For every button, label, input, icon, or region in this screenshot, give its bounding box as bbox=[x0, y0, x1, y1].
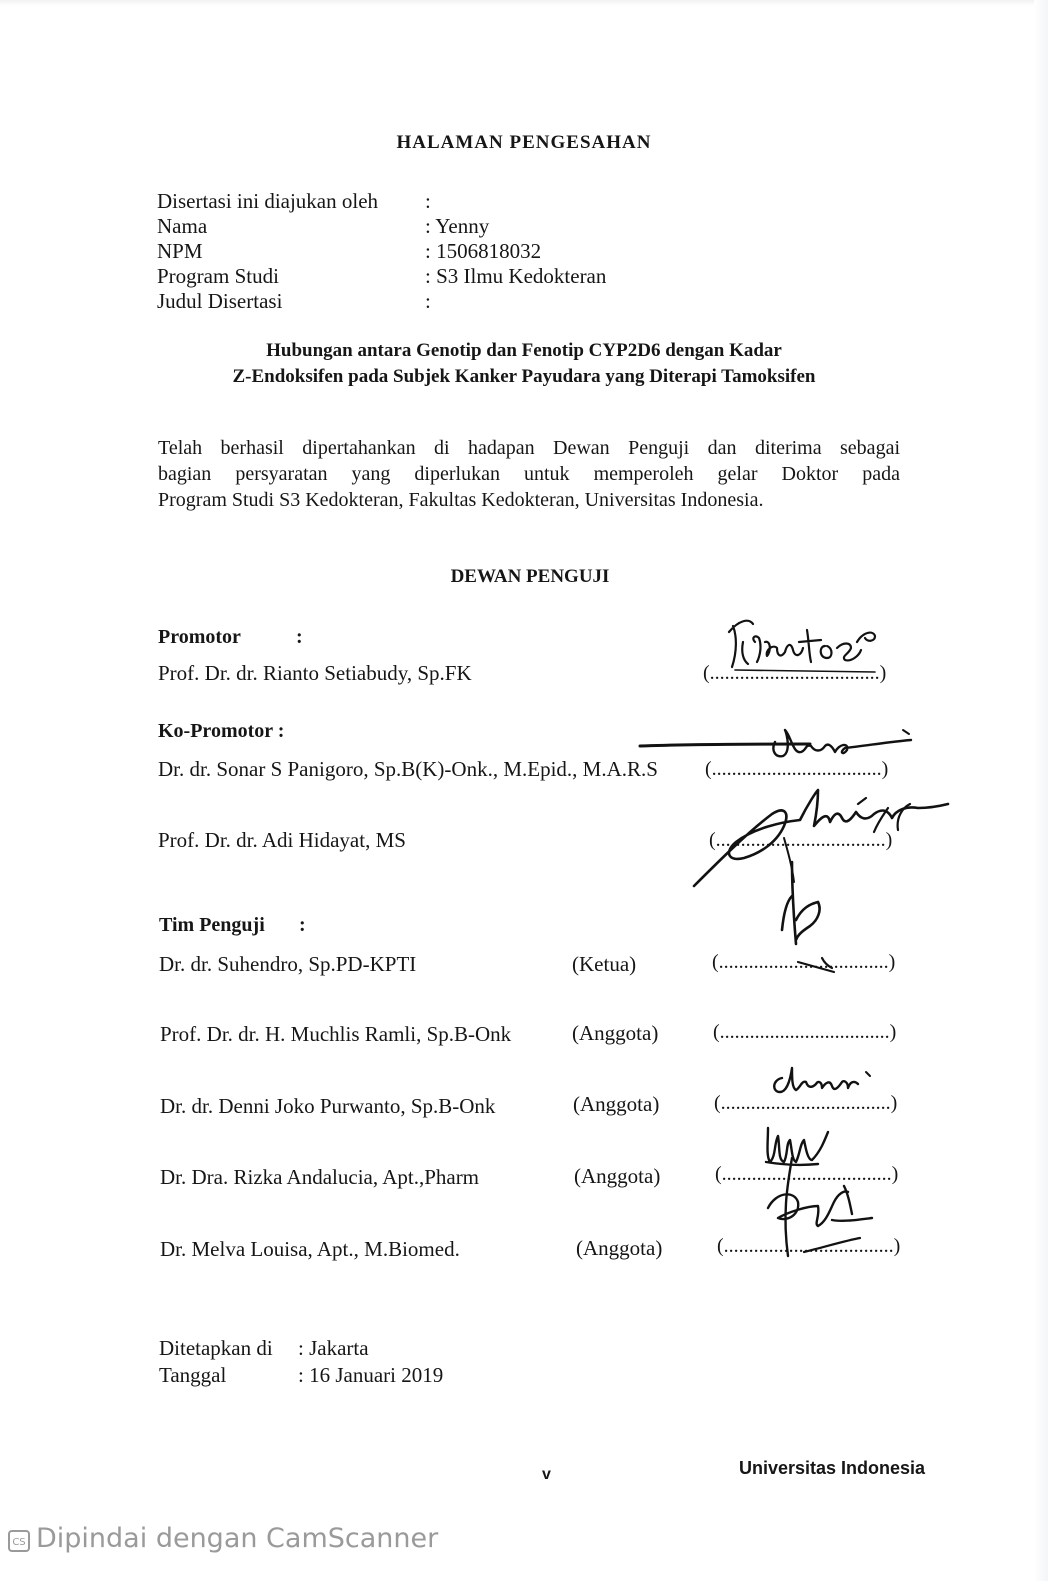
camscanner-logo-icon bbox=[8, 1530, 30, 1552]
promotor-signature-line: (..................................) bbox=[703, 662, 887, 684]
board-heading: DEWAN PENGUJI bbox=[450, 566, 610, 587]
scan-top-edge bbox=[0, 0, 1048, 6]
examiner-4-role: (Anggota) bbox=[574, 1164, 661, 1188]
label-npm: NPM bbox=[157, 239, 203, 263]
copromotor-1-signature bbox=[635, 722, 920, 772]
svg-text:CS: CS bbox=[12, 1537, 26, 1548]
date-label: Tanggal bbox=[159, 1363, 227, 1387]
page-number: v bbox=[542, 1466, 551, 1483]
value-thesis-title: : bbox=[425, 289, 431, 313]
value-npm: : 1506818032 bbox=[425, 239, 542, 263]
date-value: : 16 Januari 2019 bbox=[298, 1363, 444, 1387]
examiner-team-label: Tim Penguji bbox=[159, 914, 265, 936]
label-submitted-by: Disertasi ini diajukan oleh bbox=[157, 189, 379, 213]
label-thesis-title: Judul Disertasi bbox=[157, 289, 283, 313]
examiner-4-name: Dr. Dra. Rizka Andalucia, Apt.,Pharm bbox=[160, 1165, 480, 1189]
examiner-1-signature bbox=[762, 860, 842, 980]
examiner-3-role: (Anggota) bbox=[573, 1092, 660, 1116]
thesis-title-line-2: Z-Endoksifen pada Subjek Kanker Payudara yang Diterapi Tamoksifen bbox=[232, 366, 816, 387]
value-submitted-by: : bbox=[425, 189, 431, 213]
examiner-1-name: Dr. dr. Suhendro, Sp.PD-KPTI bbox=[159, 952, 417, 976]
statement-line-2: bagian persyaratan yang diperlukan untuk memperoleh gelar Doktor pada bbox=[158, 463, 900, 485]
page-title: HALAMAN PENGESAHAN bbox=[396, 132, 652, 153]
copromotor-1-name: Dr. dr. Sonar S Panigoro, Sp.B(K)-Onk., M.Epid., M.A.R.S bbox=[158, 757, 658, 781]
examiner-2-signature-line: (..................................) bbox=[713, 1021, 897, 1043]
examiner-4-signature-line: (..................................) bbox=[715, 1163, 899, 1185]
examiner-3-signature bbox=[768, 1062, 878, 1102]
copromotor-1-signature-line: (..................................) bbox=[705, 758, 889, 780]
scanner-watermark: Dipindai dengan CamScanner bbox=[36, 1523, 439, 1554]
defense-statement bbox=[158, 435, 900, 513]
established-place: : Jakarta bbox=[298, 1336, 369, 1360]
examiner-1-role: (Ketua) bbox=[572, 952, 637, 976]
examiner-3-signature-line: (..................................) bbox=[714, 1092, 898, 1114]
examiner-4-5-signatures bbox=[748, 1122, 888, 1262]
examiner-5-name: Dr. Melva Louisa, Apt., M.Biomed. bbox=[160, 1237, 460, 1261]
label-name: Nama bbox=[157, 214, 208, 238]
scan-right-edge bbox=[1034, 0, 1048, 1581]
promotor-label: Promotor bbox=[158, 626, 241, 648]
promotor-name: Prof. Dr. dr. Rianto Setiabudy, Sp.FK bbox=[158, 661, 472, 685]
examiner-3-name: Dr. dr. Denni Joko Purwanto, Sp.B-Onk bbox=[160, 1094, 496, 1118]
promotor-signature bbox=[715, 612, 895, 682]
examiner-2-role: (Anggota) bbox=[572, 1021, 659, 1045]
examiner-5-signature-line: (..................................) bbox=[717, 1235, 901, 1257]
statement-line-1: Telah berhasil dipertahankan di hadapan Dewan Penguji dan diterima sebagai bbox=[158, 437, 900, 459]
copromotor-2-name: Prof. Dr. dr. Adi Hidayat, MS bbox=[158, 828, 406, 852]
examiner-team-colon: : bbox=[299, 914, 306, 936]
copromotor-2-signature-line: (..................................) bbox=[709, 829, 893, 851]
value-study-program: : S3 Ilmu Kedokteran bbox=[425, 264, 607, 288]
established-label: Ditetapkan di bbox=[159, 1336, 273, 1360]
promotor-colon: : bbox=[296, 626, 303, 648]
footer-university: Universitas Indonesia bbox=[739, 1458, 926, 1478]
examiner-2-name: Prof. Dr. dr. H. Muchlis Ramli, Sp.B-Onk bbox=[160, 1022, 512, 1046]
value-name: : Yenny bbox=[425, 214, 490, 238]
label-study-program: Program Studi bbox=[157, 264, 279, 288]
statement-line-3: Program Studi S3 Kedokteran, Fakultas Kedokteran, Universitas Indonesia. bbox=[158, 489, 764, 511]
thesis-title-line-1: Hubungan antara Genotip dan Fenotip CYP2D6 dengan Kadar bbox=[266, 340, 782, 361]
copromotor-label: Ko-Promotor : bbox=[158, 720, 285, 742]
examiner-5-role: (Anggota) bbox=[576, 1236, 663, 1260]
examiner-1-signature-line: (..................................) bbox=[712, 951, 896, 973]
